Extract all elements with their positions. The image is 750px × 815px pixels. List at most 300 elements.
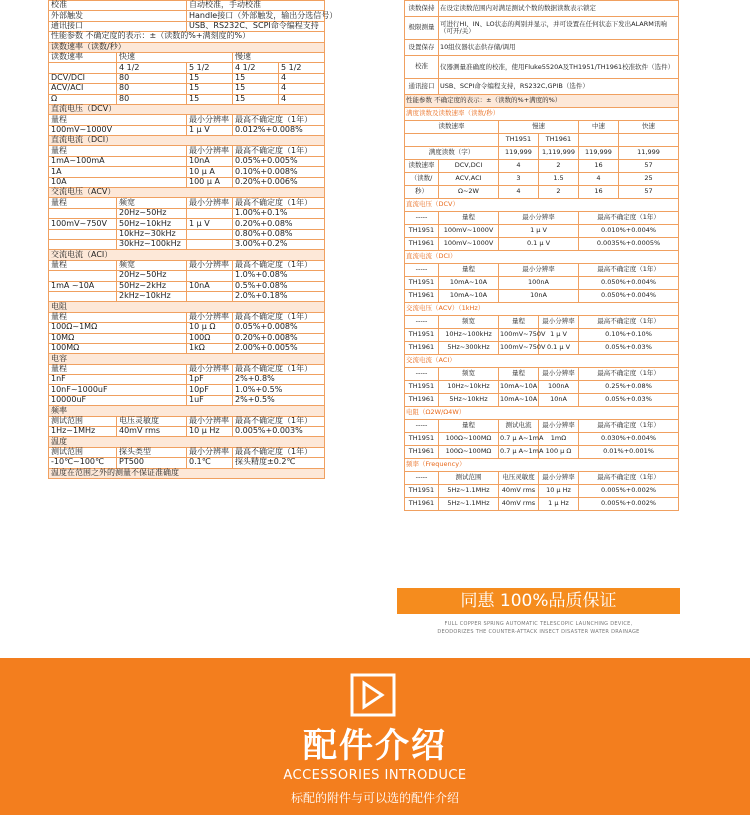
right-spec-cell: 0.01%+0.001% [579,446,679,459]
left-spec-cell: 最小分辨率 [187,312,233,322]
left-spec-cell: 1uF [187,395,233,405]
left-spec-row [49,115,325,125]
right-spec-row [405,225,679,238]
right-spec-cell: 100nA [539,381,579,394]
right-spec-cell: 0.050%+0.004% [579,290,679,303]
left-spec-cell: 1pF [187,375,233,385]
left-spec-cell: 性能参数 不确定度的表示：±（读数的%+满刻度的%） [49,32,325,42]
right-spec-cell: 0.25%+0.08% [579,381,679,394]
right-spec-cell: 频宽 [439,316,499,329]
right-spec-cell: 仪器测量准确度的校准，使用Fluke5520A及TH1951/TH1961校准软件（选件） [439,56,679,79]
left-spec-cell: 校准 [49,1,187,11]
right-spec-cell: 频宽 [439,368,499,381]
left-spec-cell: 4 [279,94,325,104]
right-spec-cell: 10mA~10A [499,394,539,407]
left-spec-cell: 100Ω~1MΩ [49,323,187,333]
left-spec-cell: 20Hz~50Hz [117,271,187,281]
left-spec-row [49,84,325,94]
right-spec-cell: 10组仪器状态供存储/调用 [439,40,679,56]
right-spec-cell: ----- [405,212,439,225]
left-spec-row [49,208,325,218]
left-spec-cell: 10nF~1000uF [49,385,187,395]
right-spec-cell: 交流电压（ACV）（1kHz） [405,303,679,316]
right-spec-cell: 电阻（Ω2W/Ω4W） [405,407,679,420]
right-spec-cell: 40mV rms [499,498,539,511]
right-spec-cell: TH1961 [405,498,439,511]
left-spec-cell: 外部触发 [49,11,187,21]
right-spec-row [405,433,679,446]
left-spec-cell: ACV/ACI [49,84,117,94]
right-spec-row [405,1,679,17]
right-spec-cell: 0.010%+0.004% [579,225,679,238]
left-spec-cell: 80 [117,73,187,83]
left-spec-cell: 15 [187,73,233,83]
right-spec-cell: 100Ω~100MΩ [439,433,499,446]
left-spec-cell: USB、RS232C、SCPI命令编程支持 [187,21,325,31]
left-spec-row [49,385,325,395]
left-spec-row [49,11,325,21]
left-spec-cell: DCV/DCI [49,73,117,83]
right-spec-cell: TH1951 [405,329,439,342]
left-spec-cell: 电容 [49,354,325,364]
right-spec-cell [619,134,679,147]
right-spec-cell: TH1961 [539,134,579,147]
left-spec-row [49,219,325,229]
left-spec-cell: 2.0%+0.18% [233,291,325,301]
right-spec-cell: 1 μ V [499,225,579,238]
left-spec-cell: 4 1/2 [233,63,279,73]
right-spec-cell [405,134,499,147]
left-spec-cell: 1.0%+0.08% [233,271,325,281]
left-spec-row [49,416,325,426]
left-spec-row [49,63,325,73]
left-spec-cell: 最高不确定度（1年） [233,364,325,374]
left-spec-cell: 最高不确定度（1年） [233,312,325,322]
right-spec-cell: 57 [619,160,679,173]
right-spec-cell: 10Hz~10kHz [439,381,499,394]
quality-banner: 同惠 100%品质保证 [397,588,680,614]
left-spec-cell: 最高不确定度（1年） [233,115,325,125]
right-spec-cell: 最高不确定度（1年） [579,316,679,329]
left-spec-row [49,323,325,333]
left-spec-row [49,343,325,353]
right-spec-cell: 10nA [539,394,579,407]
right-spec-cell [579,134,619,147]
right-spec-cell: 最高不确定度（1年） [579,472,679,485]
left-spec-row [49,354,325,364]
right-spec-cell: 直流电流（DCI） [405,251,679,264]
left-spec-row [49,94,325,104]
left-spec-row [49,136,325,146]
left-spec-row [49,375,325,385]
left-spec-cell: 100Ω [187,333,233,343]
right-spec-row [405,199,679,212]
left-spec-cell: 1mA~100mA [49,156,187,166]
right-spec-cell: 4 [499,186,539,199]
right-spec-row [405,134,679,147]
right-spec-cell: 最高不确定度（1年） [579,368,679,381]
right-spec-cell: 10mA~10A [439,290,499,303]
left-spec-row [49,250,325,260]
left-spec-cell: 最小分辨率 [187,364,233,374]
right-spec-cell: 0.050%+0.004% [579,277,679,290]
right-spec-row [405,498,679,511]
left-spec-cell: 直流电流（DCI） [49,136,325,146]
left-spec-row [49,146,325,156]
left-spec-cell: 交流电压（ACV） [49,188,325,198]
right-spec-cell: 5Hz~1.1MHz [439,485,499,498]
right-spec-cell: 量程 [439,212,499,225]
right-spec-cell: 频率（Frequency） [405,459,679,472]
right-spec-row [405,95,679,108]
right-spec-row [405,56,679,79]
left-spec-cell: 100MΩ [49,343,187,353]
right-spec-cell: 100mV~1000V [439,225,499,238]
right-spec-cell: 3 [499,173,539,186]
banner-subtitle-1: FULL COPPER SPRING AUTOMATIC TELESCOPIC LAUNCHING DEVICE, [444,621,633,627]
left-spec-cell: 0.5%+0.08% [233,281,325,291]
right-spec-cell: 0.05%+0.03% [579,394,679,407]
left-spec-cell: 0.05%+0.005% [233,156,325,166]
left-spec-cell: 通讯接口 [49,21,187,31]
left-spec-cell: 100 μ A [187,177,233,187]
right-spec-row [405,160,679,173]
right-spec-cell: 40mV rms [499,485,539,498]
left-spec-cell [187,229,233,239]
left-spec-row [49,458,325,468]
right-spec-cell: 1 μ V [539,329,579,342]
right-spec-cell: ACV,ACI [439,173,499,186]
left-spec-cell: 1Hz~1MHz [49,427,117,437]
right-spec-cell: 最小分辨率 [539,316,579,329]
right-spec-row [405,342,679,355]
left-spec-cell: 最高不确定度（1年） [233,198,325,208]
right-spec-cell: 100Ω~100MΩ [439,446,499,459]
left-spec-cell: 2.00%+0.005% [233,343,325,353]
left-spec-cell: 10MΩ [49,333,187,343]
right-spec-cell: 16 [579,160,619,173]
left-spec-cell: 温度在范围之外的测量不保证准确度 [49,468,325,478]
left-spec-cell: 100mV~750V [49,219,117,229]
right-spec-cell: 性能参数 不确定度的表示：±（读数的%+满度的%） [405,95,679,108]
right-spec-cell: ----- [405,420,439,433]
left-spec-cell: 探头精度±0.2℃ [233,458,325,468]
right-spec-cell: 量程 [499,316,539,329]
left-spec-row [49,177,325,187]
left-spec-cell: 探头类型 [117,447,187,457]
right-spec-cell: 0.0035%+0.0005% [579,238,679,251]
right-spec-row [405,368,679,381]
left-spec-cell: 4 [279,84,325,94]
left-spec-row [49,1,325,11]
left-spec-cell: 电压灵敏度 [117,416,187,426]
right-spec-row [405,459,679,472]
right-spec-cell: 最高不确定度（1年） [579,212,679,225]
right-spec-cell: 测试电流 [499,420,539,433]
right-spec-cell: 慢速 [499,121,579,134]
left-spec-cell: 5 1/2 [279,63,325,73]
right-spec-cell: 读数保持 [405,1,439,17]
right-spec-cell: 校准 [405,56,439,79]
left-spec-cell: 2kHz~10kHz [117,291,187,301]
right-spec-row [405,238,679,251]
left-spec-cell: 100mV~1000V [49,125,187,135]
left-spec-cell: 最小分辨率 [187,416,233,426]
left-spec-cell: 最高不确定度（1年） [233,447,325,457]
left-spec-cell: 量程 [49,115,187,125]
right-spec-row [405,108,679,121]
left-spec-cell: Handle接口（外部触发，输出分选信号） [187,11,325,21]
right-spec-cell: 0.05%+0.03% [579,342,679,355]
right-spec-cell: 0.005%+0.002% [579,498,679,511]
right-spec-cell: 4 [579,173,619,186]
right-spec-cell: 5Hz~1.1MHz [439,498,499,511]
left-spec-cell: 1.00%+0.1% [233,208,325,218]
left-spec-row [49,302,325,312]
right-spec-cell: TH1961 [405,342,439,355]
left-spec-row [49,364,325,374]
right-spec-row [405,407,679,420]
left-spec-cell: 30kHz~100kHz [117,239,187,249]
right-spec-cell: 100nA [499,277,579,290]
left-spec-row [49,104,325,114]
left-spec-cell: 0.80%+0.08% [233,229,325,239]
right-spec-cell: 0.10%+0.10% [579,329,679,342]
left-spec-cell: 最高不确定度（1年） [233,146,325,156]
right-spec-cell: 中速 [579,121,619,134]
right-spec-cell: 最小分辨率 [539,472,579,485]
left-spec-cell: 最小分辨率 [187,146,233,156]
left-spec-cell: 15 [233,73,279,83]
left-spec-cell: 1mA ~10A [49,281,117,291]
right-spec-cell: 可进行HI、IN、LO状态的判别并显示，并可设置在任何状态下发出ALARM讯响（可开/关） [439,17,679,40]
right-spec-row [405,381,679,394]
right-spec-cell: 0.1 μ V [499,238,579,251]
right-spec-row [405,173,679,186]
left-spec-cell: 4 [279,73,325,83]
right-spec-row [405,121,679,134]
left-spec-cell: 80 [117,94,187,104]
right-spec-cell: 4 [499,160,539,173]
left-spec-cell: 15 [233,94,279,104]
left-spec-cell: 0.012%+0.008% [233,125,325,135]
right-spec-cell: 10mA~10A [499,381,539,394]
right-spec-cell: DCV,DCI [439,160,499,173]
left-spec-cell: 10000uF [49,395,187,405]
left-spec-cell [49,229,117,239]
right-spec-cell: 秒） [405,186,439,199]
right-spec-row [405,420,679,433]
left-spec-cell: -10℃~100℃ [49,458,117,468]
right-spec-cell: 读数速率 [405,121,499,134]
right-spec-cell: 10 μ Hz [539,485,579,498]
left-spec-cell: 量程 [49,364,187,374]
left-spec-cell [187,239,233,249]
right-spec-cell: 0.030%+0.004% [579,433,679,446]
left-spec-cell: 0.20%+0.008% [233,333,325,343]
right-spec-cell: 1,119,999 [539,147,579,160]
left-spec-row [49,156,325,166]
right-spec-cell: 119,999 [499,147,539,160]
left-spec-cell: 电阻 [49,302,325,312]
left-spec-row [49,260,325,270]
right-spec-cell: 最小分辨率 [499,212,579,225]
right-spec-cell: 16 [579,186,619,199]
right-spec-cell: 最小分辨率 [539,420,579,433]
left-spec-cell: 慢速 [233,52,325,62]
left-spec-cell: 最小分辨率 [187,198,233,208]
left-spec-cell [187,271,233,281]
right-spec-row [405,40,679,56]
right-spec-row [405,212,679,225]
banner-subtitle-2: DEODORIZES THE COUNTER-ATTACK INSECT DISASTER WATER DRAINAGE [437,629,640,635]
left-spec-cell: 直流电压（DCV） [49,104,325,114]
left-spec-row [49,52,325,62]
left-spec-cell: 交流电流（ACI） [49,250,325,260]
left-spec-cell: 0.20%+0.006% [233,177,325,187]
right-spec-row [405,355,679,368]
right-spec-row [405,446,679,459]
left-spec-row [49,291,325,301]
left-spec-cell: 频宽 [117,260,187,270]
right-spec-cell: 电压灵敏度 [499,472,539,485]
left-spec-cell: 10 μ Ω [187,323,233,333]
right-spec-row [405,394,679,407]
left-spec-cell: 3.00%+0.2% [233,239,325,249]
right-spec-cell: TH1961 [405,238,439,251]
right-spec-cell: 满度读数（字） [405,147,499,160]
left-spec-cell: 频宽 [117,198,187,208]
right-spec-cell: 100mV~1000V [439,238,499,251]
right-spec-row [405,264,679,277]
right-spec-cell: 1mΩ [539,433,579,446]
left-spec-cell: 读数速率 [49,52,117,62]
left-spec-cell: 15 [187,84,233,94]
left-spec-row [49,32,325,42]
left-spec-row [49,188,325,198]
right-spec-cell: TH1951 [405,381,439,394]
right-spec-row [405,290,679,303]
left-spec-cell: Ω [49,94,117,104]
left-spec-cell: 80 [117,84,187,94]
left-spec-cell: 最小分辨率 [187,115,233,125]
footer-chinese-subtitle: 标配的附件与可以选的配件介绍 [290,791,459,805]
left-spec-row [49,281,325,291]
right-spec-cell: TH1951 [405,225,439,238]
left-spec-cell [187,291,233,301]
right-spec-cell: 10mA~10A [439,277,499,290]
left-spec-table [48,0,338,479]
right-spec-cell: 25 [619,173,679,186]
right-spec-row [405,79,679,95]
right-spec-row [405,277,679,290]
right-spec-table [404,0,679,511]
right-spec-row [405,472,679,485]
right-spec-cell: 10nA [499,290,579,303]
left-spec-cell: 50Hz~10kHz [117,219,187,229]
left-spec-cell: 1kΩ [187,343,233,353]
left-spec-cell: 0.05%+0.008% [233,323,325,333]
right-spec-row [405,485,679,498]
right-spec-cell: 0.7 μ A~1mA [499,446,539,459]
left-spec-cell: 量程 [49,312,187,322]
right-spec-cell: 满度读数及读数速率（读数/秒） [405,108,679,121]
left-spec-row [49,271,325,281]
left-spec-cell: 10nA [187,156,233,166]
right-spec-cell: 0.1 μ V [539,342,579,355]
left-spec-cell: 读数速率（读数/秒） [49,42,325,52]
left-spec-cell [49,291,117,301]
left-spec-cell: 测试范围 [49,416,117,426]
left-spec-cell: 最高不确定度（1年） [233,260,325,270]
right-spec-cell: 极限测量 [405,17,439,40]
right-spec-cell: 测试范围 [439,472,499,485]
right-spec-cell: Ω~2W [439,186,499,199]
right-spec-cell: TH1951 [405,485,439,498]
left-spec-row [49,395,325,405]
left-spec-cell [49,239,117,249]
right-spec-cell: TH1961 [405,446,439,459]
footer-english-title: ACCESSORIES INTRODUCE [283,768,467,783]
right-spec-cell: 1 μ Hz [539,498,579,511]
right-spec-cell: 2 [539,186,579,199]
left-spec-cell: 量程 [49,146,187,156]
left-spec-cell: 1 μ V [187,125,233,135]
left-spec-row [49,198,325,208]
right-spec-cell: 读数速率 [405,160,439,173]
left-spec-cell: 0.005%+0.003% [233,427,325,437]
right-spec-cell: USB、SCPI命令编程支持，RS232C,GPIB（选件） [439,79,679,95]
right-spec-cell: 量程 [439,420,499,433]
left-spec-cell: 2%+0.8% [233,375,325,385]
right-spec-cell: 交流电流（ACI） [405,355,679,368]
right-spec-cell: TH1951 [405,433,439,446]
left-spec-cell: 15 [187,94,233,104]
right-spec-cell: 设置保存 [405,40,439,56]
right-spec-cell: 11,999 [619,147,679,160]
left-spec-cell: 0.10%+0.008% [233,167,325,177]
left-spec-cell: 40mV rms [117,427,187,437]
left-spec-cell [49,208,117,218]
left-spec-cell: 量程 [49,198,117,208]
left-spec-row [49,312,325,322]
left-spec-cell: 1A [49,167,187,177]
left-spec-cell: 最小分辨率 [187,447,233,457]
right-spec-cell: 100 μ Ω [539,446,579,459]
right-spec-cell: ----- [405,368,439,381]
right-spec-cell: 2 [539,160,579,173]
left-spec-cell: 10nA [187,281,233,291]
right-spec-cell: ----- [405,316,439,329]
footer-title: 配件介绍 [303,726,447,766]
right-spec-cell: 100mV~750V [499,329,539,342]
left-spec-cell: 1 μ V [187,219,233,229]
right-spec-row [405,186,679,199]
right-spec-cell: TH1951 [499,134,539,147]
right-spec-cell: 量程 [499,368,539,381]
right-spec-cell: （读数/ [405,173,439,186]
left-spec-row [49,42,325,52]
right-spec-cell: 最高不确定度（1年） [579,420,679,433]
left-spec-cell [49,63,117,73]
right-spec-cell: 5Hz~300kHz [439,342,499,355]
left-spec-row [49,333,325,343]
right-spec-cell: 最小分辨率 [499,264,579,277]
right-spec-cell: ----- [405,264,439,277]
left-spec-cell: 4 1/2 [117,63,187,73]
left-spec-cell [187,208,233,218]
left-spec-row [49,427,325,437]
